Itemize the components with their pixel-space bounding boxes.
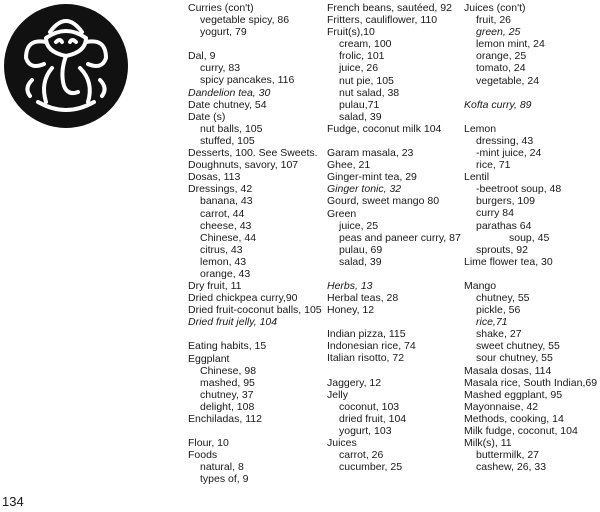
index-subentry: -beetroot soup, 48: [476, 183, 562, 196]
index-entry: Fruit(s),10: [327, 26, 375, 39]
index-subentry: coconut, 103: [339, 400, 400, 413]
index-subentry: nut pie, 105: [339, 74, 394, 87]
spacer: [327, 316, 467, 328]
spacer: [464, 111, 600, 123]
index-subentry: dried fruit, 104: [339, 412, 407, 425]
index-subentry: Chinese, 44: [200, 231, 257, 244]
index-entry: Methods, cooking, 14: [464, 412, 564, 425]
index-subentry: pulau, 69: [339, 243, 383, 256]
index-subentry: vegetable, 24: [476, 74, 540, 87]
index-entry: Masala rice, South Indian,69: [464, 376, 598, 389]
index-entry: Gourd, sweet mango 80: [327, 195, 440, 208]
index-entry: Date (s): [188, 110, 226, 123]
index-subentry: curry 84: [476, 207, 514, 220]
index-subentry: sprouts, 92: [476, 243, 528, 256]
page-number: 134: [2, 494, 24, 509]
index-subentry: types of, 9: [200, 473, 249, 486]
index-entry: Dried chickpea curry,90: [188, 292, 298, 305]
index-subentry: frolic, 101: [339, 50, 385, 63]
index-entry: Fudge, coconut milk 104: [327, 122, 442, 135]
ganesha-emblem-icon: [2, 2, 130, 130]
index-entry: Date chutney, 54: [188, 98, 267, 111]
index-subentry: lemon mint, 24: [476, 38, 545, 51]
index-column-3: [464, 2, 600, 473]
index-entry: Doughnuts, savory, 107: [188, 159, 299, 172]
index-subentry: dressing, 43: [476, 134, 534, 147]
index-entry: Indonesian rice, 74: [327, 340, 416, 353]
index-subentry: cucumber, 25: [339, 461, 403, 474]
index-entry: Milk(s), 11: [464, 437, 512, 450]
index-entry: Lime flower tea, 30: [464, 255, 553, 268]
index-subentry: salad, 39: [339, 255, 382, 268]
index-entry: French beans, sautéed, 92: [327, 2, 452, 14]
index-entry: Eating habits, 15: [188, 340, 267, 353]
index-subentry: chutney, 37: [200, 388, 254, 401]
index-entry: Ginger tonic, 32: [327, 183, 402, 196]
index-entry: Milk fudge, coconut, 104: [464, 425, 578, 437]
index-entry: Dried fruit jelly, 104: [188, 316, 278, 329]
index-subentry: shake, 27: [476, 328, 522, 341]
index-entry: Honey, 12: [327, 304, 375, 317]
index-entry: Green: [327, 207, 357, 220]
index-subentry: parathas 64: [476, 219, 532, 232]
spacer: [327, 135, 467, 147]
index-entry: Jaggery, 12: [327, 376, 382, 389]
index-column-1: [188, 2, 328, 485]
index-entry: Dressings, 42: [188, 183, 253, 196]
index-entry: Fritters, cauliflower, 110: [327, 14, 438, 27]
index-subentry: citrus, 43: [200, 243, 243, 256]
index-subentry: rice,71: [476, 316, 508, 329]
index-entry: Garam masala, 23: [327, 147, 414, 160]
index-subentry: natural, 8: [200, 461, 244, 474]
index-subentry: orange, 25: [476, 50, 527, 63]
index-subentry: mashed, 95: [200, 376, 255, 389]
index-subentry: peas and paneer curry, 87: [339, 231, 461, 244]
index-subentry: pulau,71: [339, 98, 380, 111]
index-entry: Dandelion tea, 30: [188, 86, 271, 99]
index-subentry: fruit, 26: [476, 14, 512, 27]
index-entry: Enchiladas, 112: [188, 413, 262, 425]
index-subentry: yogurt, 103: [339, 424, 392, 437]
index-entry: Foods: [188, 449, 218, 462]
index-subentry: curry, 83: [200, 62, 241, 75]
index-entry: Italian risotto, 72: [327, 352, 405, 365]
index-entry: Masala dosas, 114: [464, 364, 552, 377]
index-subentry: nut salad, 38: [339, 86, 400, 99]
index-entry: Mango: [464, 279, 497, 292]
index-subentry: nut balls, 105: [200, 122, 263, 135]
index-entry: Curries (con't): [188, 2, 254, 14]
index-entry: Eggplant: [188, 352, 230, 365]
index-subentry: spicy pancakes, 116: [200, 74, 295, 87]
index-subentry: juice, 26: [339, 62, 379, 75]
index-subentry: Chinese, 98: [200, 364, 257, 377]
index-entry: Kofta curry, 89: [464, 98, 532, 111]
index-entry: Mashed eggplant, 95: [464, 388, 563, 401]
index-subentry: sweet chutney, 55: [476, 340, 560, 353]
index-subentry: banana, 43: [200, 195, 253, 208]
spacer: [188, 328, 328, 340]
index-entry: Lemon: [464, 122, 497, 135]
index-entry: Juices (con't): [464, 2, 526, 14]
index-subentry: cheese, 43: [200, 219, 252, 232]
spacer: [464, 268, 600, 280]
index-entry: Flour, 10: [188, 437, 229, 450]
index-subentry: rice, 71: [476, 159, 511, 172]
index-subentry: -mint juice, 24: [476, 146, 542, 159]
index-subentry: juice, 25: [339, 219, 379, 232]
index-subentry: pickle, 56: [476, 304, 521, 317]
index-entry: Ginger-mint tea, 29: [327, 171, 417, 184]
index-subentry: salad, 39: [339, 110, 382, 123]
index-subentry: tomato, 24: [476, 62, 526, 75]
index-subentry: vegetable spicy, 86: [200, 14, 290, 27]
index-subentry: carrot, 44: [200, 207, 245, 220]
index-entry: Ghee, 21: [327, 159, 371, 172]
index-subentry: sour chutney, 55: [476, 352, 553, 365]
spacer: [327, 268, 467, 280]
index-entry: Dry fruit, 11: [188, 280, 242, 293]
index-entry: Indian pizza, 115: [327, 328, 406, 341]
index-subentry: stuffed, 105: [200, 134, 255, 147]
index-subentry: carrot, 26: [339, 449, 384, 462]
index-entry: Dosas, 113: [188, 171, 241, 184]
index-entry: Dried fruit-coconut balls, 105: [188, 304, 322, 317]
index-subentry: lemon, 43: [200, 255, 247, 268]
spacer: [464, 87, 600, 99]
index-subentry: delight, 108: [200, 400, 255, 413]
index-entry: Herbs, 13: [327, 279, 373, 292]
index-entry: Lentil: [464, 171, 490, 184]
index-subentry: chutney, 55: [476, 291, 530, 304]
index-subentry: burgers, 109: [476, 195, 535, 208]
index-subentry: green, 25: [476, 26, 521, 39]
index-entry: Herbal teas, 28: [327, 292, 399, 305]
index-subentry: yogurt, 79: [200, 26, 247, 39]
index-entry: Mayonnaise, 42: [464, 400, 539, 413]
index-entry: Dal, 9: [188, 50, 216, 63]
index-subentry: orange, 43: [200, 267, 251, 280]
spacer: [188, 38, 328, 50]
spacer: [188, 425, 328, 437]
index-subentry: soup, 45: [509, 231, 550, 244]
index-entry: Jelly: [327, 388, 349, 401]
index-entry: Juices: [327, 437, 357, 449]
spacer: [327, 365, 467, 377]
index-subentry: cream, 100: [339, 38, 392, 51]
index-subentry: cashew, 26, 33: [476, 461, 547, 474]
index-column-2: [327, 2, 467, 473]
index-entry: Desserts, 100. See Sweets.: [188, 147, 318, 160]
index-subentry: buttermilk, 27: [476, 449, 540, 462]
